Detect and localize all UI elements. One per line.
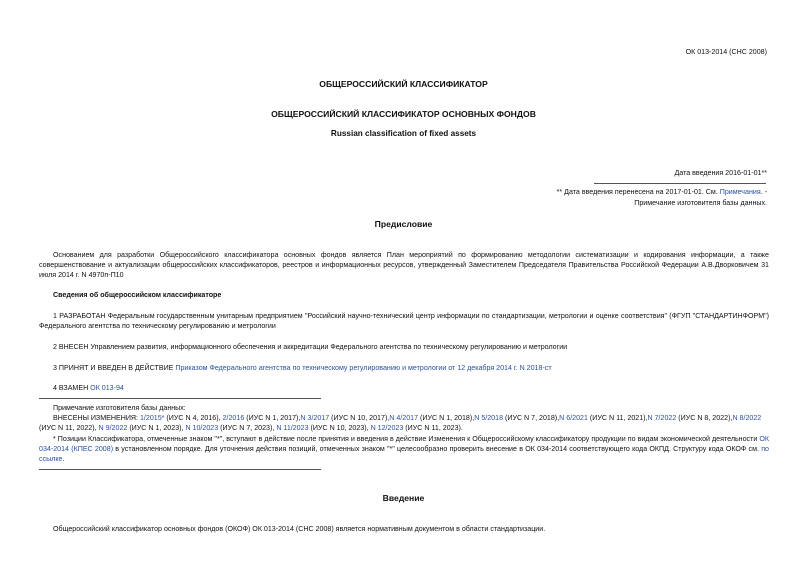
item-replaces-text: 4 ВЗАМЕН: [53, 384, 91, 392]
change-suffix-5: (ИУС N 7, 2018),: [503, 414, 560, 422]
star-note-text-1: * Позиции Классификатора, отмеченные знаком "*", вступают в действие после принятия и введения в действие Изменения к Общероссийскому классификатору продукции по видам экономической деятельности: [53, 435, 760, 443]
db-note-bottom-divider: [39, 469, 321, 470]
change-suffix-7: (ИУС N 8, 2022),: [676, 414, 733, 422]
db-note-top-divider: [39, 398, 321, 399]
item-adopted-text: 3 ПРИНЯТ И ВВЕДЕН В ДЕЙСТВИЕ: [53, 364, 176, 372]
classifier-info-heading: Сведения об общероссийском классификаторе: [53, 291, 222, 299]
star-note-text-2: в установленном порядке. Для уточнения действия позиций, отмеченных знаком "*" целесообразно проверить внесение в ОК 034-2014 соответствующего кода ОКПД. Структуру кода ОКОФ см.: [113, 445, 762, 453]
classifier-title: ОБЩЕРОССИЙСКИЙ КЛАССИФИКАТОР: [319, 79, 488, 89]
changes-prefix: ВНЕСЕНЫ ИЗМЕНЕНИЯ:: [53, 414, 140, 422]
item-submitted: 2 ВНЕСЕН Управлением развития, информационного обеспечения и аккредитации Федерального агентства по техническому регулированию и метрологии: [53, 343, 568, 351]
introduction-heading: Введение: [382, 493, 425, 503]
change-suffix-4: (ИУС N 1, 2018),: [418, 414, 475, 422]
item-developed: 1 РАЗРАБОТАН Федеральным государственным унитарным предприятием "Российский научно-технический центр информации по стандартизации, метрологии и оценке соответствия" (ФГУП "СТАНДАРТИНФОРМ") Федерального агентства по техническому регулированию и метрологии: [39, 312, 769, 330]
kpes-2008-link[interactable]: (КПЕС 2008): [71, 445, 114, 453]
change-link-12[interactable]: N 12/2023: [370, 424, 404, 432]
change-link-7[interactable]: N 7/2022: [647, 414, 677, 422]
date-note: [557, 187, 767, 197]
document-code: ОК 013-2014 (СНС 2008): [685, 48, 767, 56]
change-suffix-10: (ИУС N 7, 2023),: [218, 424, 277, 432]
ok-013-94-link[interactable]: ОК 013-94: [90, 384, 124, 392]
change-link-10[interactable]: N 10/2023: [185, 424, 219, 432]
star-note-text-3: .: [62, 455, 65, 463]
code-structure-link[interactable]: по ссылке: [39, 445, 769, 463]
change-link-2[interactable]: 2/2016: [222, 414, 245, 422]
change-link-6[interactable]: N 6/2021: [559, 414, 588, 422]
date-note-divider: [594, 183, 766, 184]
foreword-paragraph: Основанием для разработки Общероссийского классификатора основных фондов является План мероприятий по формированию методологии систематизации и кодирования информации, а также совершенствование и актуализации общероссийских классификаторов, реестров и информационных ресурсов, утвержденный Заместителем Председателя Правительства Российской Федерации А.В.Дворковичем 31 июля 2014 г. N 4970п-П10: [39, 251, 769, 279]
change-link-5[interactable]: N 5/2018: [474, 414, 504, 422]
db-note-changes: [39, 413, 769, 433]
introduction-paragraph: Общероссийский классификатор основных фондов (ОКОФ) ОК 013-2014 (СНС 2008) является нормативным документом в области стандартизации.: [53, 525, 546, 533]
change-link-4[interactable]: N 4/2017: [389, 414, 419, 422]
change-suffix-9: (ИУС N 1, 2023),: [127, 424, 186, 432]
db-note-star: [39, 434, 769, 464]
db-note-title: Примечание изготовителя базы данных:: [53, 404, 186, 412]
classifier-full-title: ОБЩЕРОССИЙСКИЙ КЛАССИФИКАТОР ОСНОВНЫХ ФОНДОВ: [271, 109, 536, 119]
date-note-author: Примечание изготовителя базы данных.: [634, 199, 767, 207]
notes-link[interactable]: Примечания: [719, 188, 761, 196]
change-suffix-3: (ИУС N 10, 2017),: [329, 414, 390, 422]
change-suffix-11: (ИУС N 10, 2023),: [308, 424, 371, 432]
english-title: Russian classification of fixed assets: [330, 129, 477, 138]
change-suffix-1: (ИУС N 4, 2016),: [164, 414, 223, 422]
date-note-text: ** Дата введения перенесена на 2017-01-01. См.: [556, 188, 720, 196]
change-link-11[interactable]: N 11/2023: [276, 424, 309, 432]
date-note-suffix: . -: [760, 188, 767, 196]
foreword-heading: Предисловие: [374, 219, 433, 229]
change-suffix-12: (ИУС N 11, 2023).: [403, 424, 463, 432]
change-link-1[interactable]: 1/2015*: [139, 414, 165, 422]
change-suffix-2: (ИУС N 1, 2017),: [244, 414, 301, 422]
change-link-9[interactable]: N 9/2022: [98, 424, 128, 432]
item-replaces: [53, 383, 124, 393]
item-adopted: [53, 363, 769, 373]
change-link-8[interactable]: N 8/2022: [732, 414, 762, 422]
intro-date: Дата введения 2016-01-01**: [674, 169, 767, 177]
order-link[interactable]: Приказом Федерального агентства по техническому регулированию и метрологии от 12 декабря 2014 г. N 2018-ст: [175, 364, 552, 372]
change-suffix-8: (ИУС N 11, 2022),: [39, 424, 99, 432]
change-suffix-6: (ИУС N 11, 2021),: [587, 414, 648, 422]
change-link-3[interactable]: N 3/2017: [300, 414, 330, 422]
ok-034-2014-link[interactable]: ОК 034-2014: [39, 435, 769, 453]
